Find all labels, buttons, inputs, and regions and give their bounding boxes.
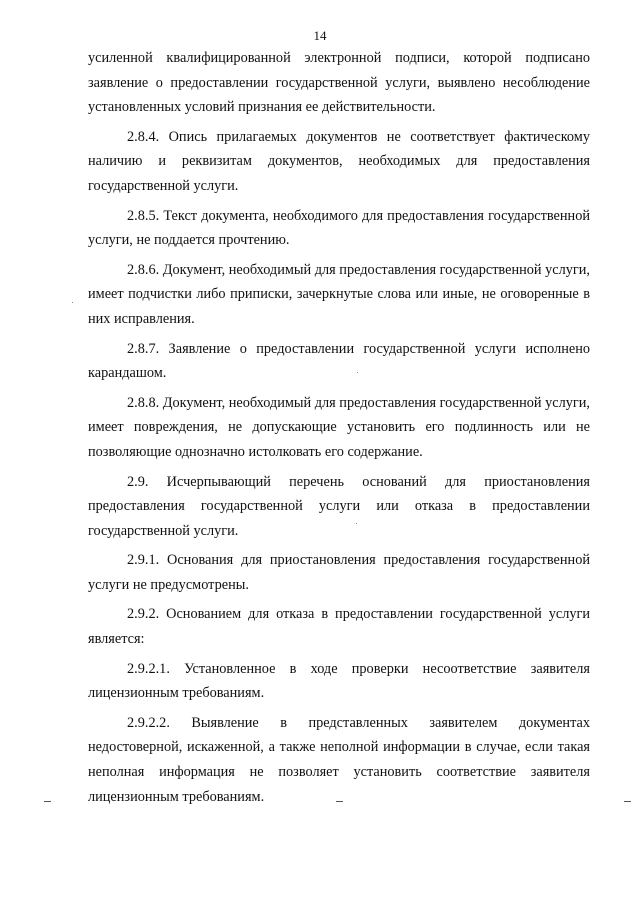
paragraph-continued: усиленной квалифицированной электронной подписи, которой подписано заявление о предоставлении государственной услуги, выявлено несоблюдение установленных условий признания ее действительности. xyxy=(88,50,590,116)
scan-mark-center xyxy=(336,801,343,802)
paragraph-2-8-6: 2.8.6. Документ, необходимый для предоставления государственной услуги, имеет подчистки либо приписки, зачеркнутые слова или иные, не оговоренные в них исправления. xyxy=(88,261,590,327)
paragraph-2-8-4: 2.8.4. Опись прилагаемых документов не соответствует фактическому наличию и реквизитам документов, необходимых для предоставления государственной услуги. xyxy=(88,128,590,194)
paragraph-2-9-2-1: 2.9.2.1. Установленное в ходе проверки несоответствие заявителя лицензионным требованиям. xyxy=(88,660,590,702)
paragraph-2-9-2: 2.9.2. Основанием для отказа в предоставлении государственной услуги является: xyxy=(88,606,590,648)
paragraph-2-8-5: 2.8.5. Текст документа, необходимого для предоставления государственной услуги, не поддается прочтению. xyxy=(88,207,590,249)
page-number: 14 xyxy=(313,28,327,43)
paragraph-2-9-1: 2.9.1. Основания для приостановления предоставления государственной услуги не предусмотрены. xyxy=(88,552,590,593)
paragraph-2-8-8: 2.8.8. Документ, необходимый для предоставления государственной услуги, имеет повреждения, не допускающие установить его подлинность или не позволяющие однозначно истолковать его содержание. xyxy=(88,394,590,460)
scan-mark-left xyxy=(44,801,51,802)
paragraph-2-8-7: 2.8.7. Заявление о предоставлении государственной услуги исполнено карандашом. xyxy=(88,340,590,382)
scan-mark-right xyxy=(624,801,631,802)
scan-speck xyxy=(357,372,358,373)
paragraph-2-9: 2.9. Исчерпывающий перечень оснований для приостановления предоставления государственной услуги или отказа в предоставлении государственной услуги. xyxy=(88,473,590,539)
paragraph-2-9-2-2: 2.9.2.2. Выявление в представленных заявителем документах недостоверной, искаженной, а также неполной информации в случае, если такая неполная информация не позволяет установить соответствие заявителя лицензионным требованиям. xyxy=(88,714,590,805)
scan-speck xyxy=(72,302,73,303)
document-body xyxy=(88,46,590,814)
scan-speck xyxy=(356,523,357,524)
